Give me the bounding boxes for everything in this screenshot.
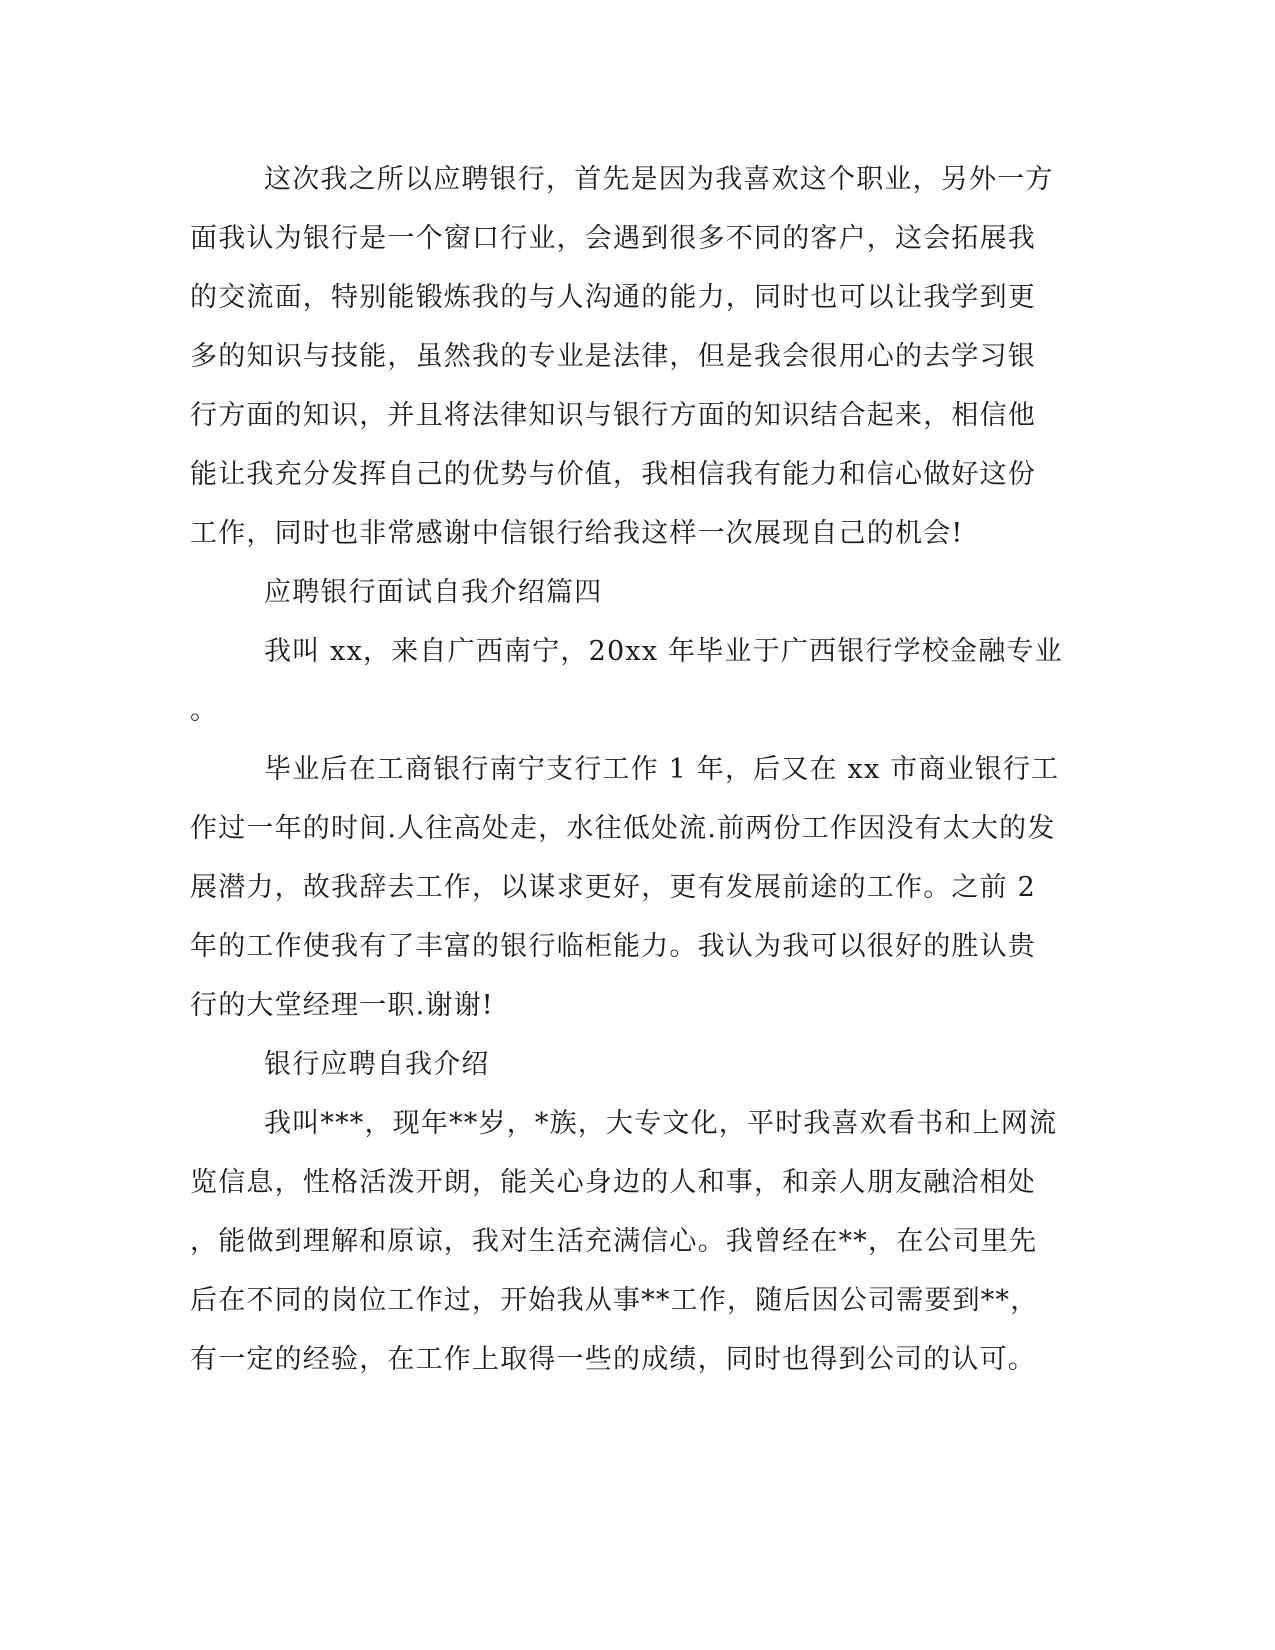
paragraph-line: 我叫***，现年**岁，*族，大专文化，平时我喜欢看书和上网流	[264, 1108, 1058, 1139]
paragraph-line: 能让我充分发挥自己的优势与价值，我相信我有能力和信心做好这份	[190, 459, 1036, 490]
paragraph-line: 行方面的知识，并且将法律知识与银行方面的知识结合起来，相信他	[190, 400, 1036, 431]
paragraph-line: 展潜力，故我辞去工作，以谋求更好，更有发展前途的工作。之前 2	[190, 872, 1036, 903]
paragraph-line: 这次我之所以应聘银行，首先是因为我喜欢这个职业，另外一方	[264, 164, 1054, 195]
section-heading: 应聘银行面试自我介绍篇四	[264, 577, 603, 608]
paragraph-line: 面我认为银行是一个窗口行业，会遇到很多不同的客户，这会拓展我	[190, 223, 1036, 254]
paragraph-line: 工作，同时也非常感谢中信银行给我这样一次展现自己的机会!	[190, 518, 964, 549]
paragraph-line: ，能做到理解和原谅，我对生活充满信心。我曾经在**，在公司里先	[190, 1226, 1038, 1257]
paragraph-line: 多的知识与技能，虽然我的专业是法律，但是我会很用心的去学习银	[190, 341, 1036, 372]
paragraph-line: 我叫 xx，来自广西南宁，20xx 年毕业于广西银行学校金融专业	[264, 636, 1063, 667]
section-heading: 银行应聘自我介绍	[264, 1049, 490, 1080]
paragraph-line: 的交流面，特别能锻炼我的与人沟通的能力，同时也可以让我学到更	[190, 282, 1036, 313]
paragraph-line: 年的工作使我有了丰富的银行临柜能力。我认为我可以很好的胜认贵	[190, 931, 1036, 962]
paragraph-line: 毕业后在工商银行南宁支行工作 1 年，后又在 xx 市商业银行工	[264, 754, 1060, 785]
paragraph-line: 行的大堂经理一职.谢谢!	[190, 990, 494, 1021]
paragraph-line: 有一定的经验，在工作上取得一些的成绩，同时也得到公司的认可。	[190, 1344, 1036, 1375]
paragraph-line: 后在不同的岗位工作过，开始我从事**工作，随后因公司需要到**，	[190, 1285, 1039, 1316]
paragraph-line: 。	[190, 695, 219, 726]
paragraph-line: 作过一年的时间.人往高处走，水往低处流.前两份工作因没有太大的发	[190, 813, 1056, 844]
paragraph-line: 览信息，性格活泼开朗，能关心身边的人和事，和亲人朋友融洽相处	[190, 1167, 1036, 1198]
